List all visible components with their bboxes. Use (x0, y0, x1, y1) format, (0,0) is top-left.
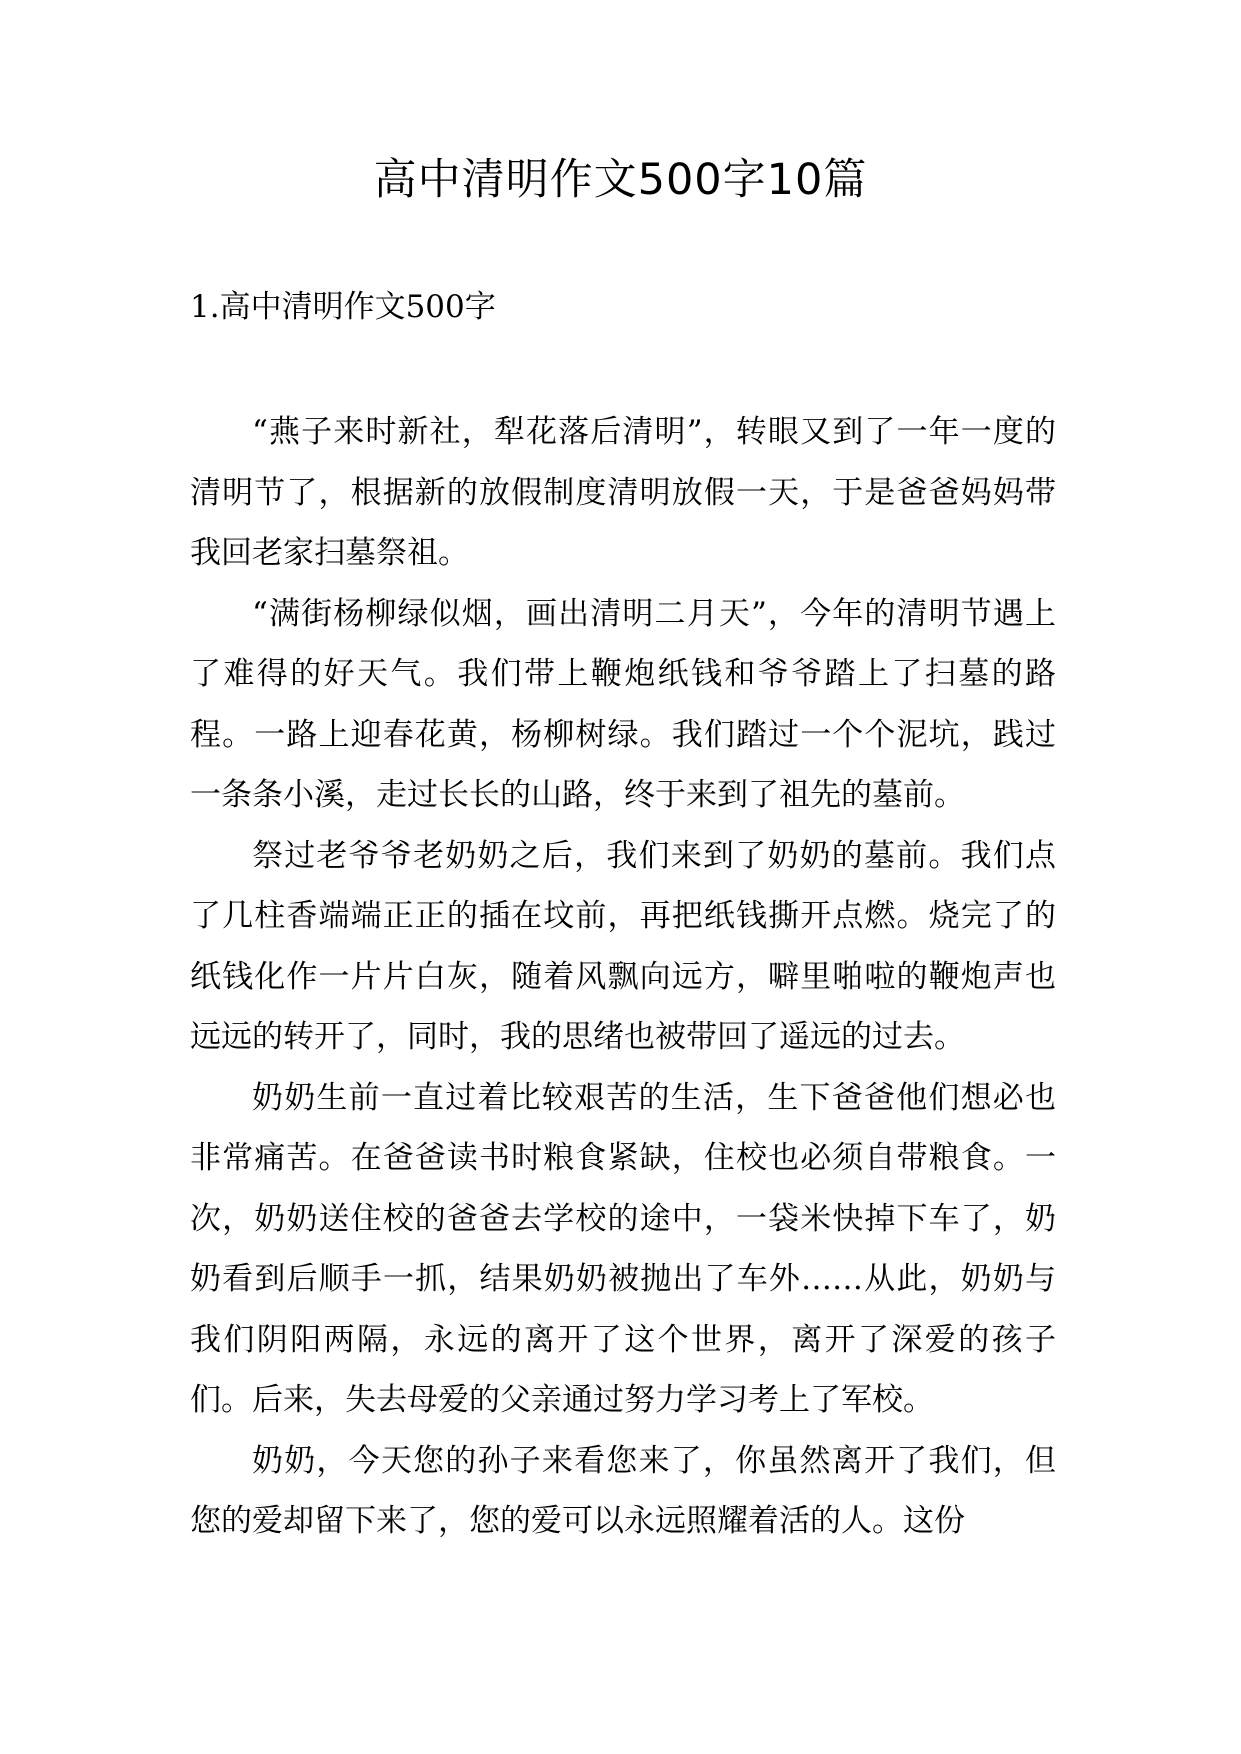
paragraph-1: “燕子来时新社，犁花落后清明”，转眼又到了一年一度的清明节了，根据新的放假制度清明放假一天，于是爸爸妈妈带我回老家扫墓祭祖。 (190, 414, 1056, 571)
paragraph-3: 祭过老爷爷老奶奶之后，我们来到了奶奶的墓前。我们点了几柱香端端正正的插在坟前，再把纸钱撕开点燃。烧完了的纸钱化作一片片白灰，随着风飘向远方，噼里啪啦的鞭炮声也远远的转开了，同时，我的思绪也被带回了遥远的过去。 (190, 837, 1056, 1055)
paragraph-4: 奶奶生前一直过着比较艰苦的生活，生下爸爸他们想必也非常痛苦。在爸爸读书时粮食紧缺，住校也必须自带粮食。一次，奶奶送住校的爸爸去学校的途中，一袋米快掉下车了，奶奶看到后顺手一抓，结果奶奶被抛出了车外……从此，奶奶与我们阴阳两隔，永远的离开了这个世界，离开了深爱的孩子们。后来，失去母爱的父亲通过努力学习考上了军校。 (190, 1079, 1056, 1418)
document-title: 高中清明作文500字10篇 (373, 155, 868, 205)
section-heading: 1.高中清明作文500字 (190, 289, 496, 325)
essay-body (190, 402, 1056, 1552)
paragraph-2: “满街杨柳绿似烟，画出清明二月天”，今年的清明节遇上了难得的好天气。我们带上鞭炮纸钱和爷爷踏上了扫墓的路程。一路上迎春花黄，杨柳树绿。我们踏过一个个泥坑，践过一条条小溪，走过长长的山路，终于来到了祖先的墓前。 (190, 595, 1056, 813)
paragraph-5: 奶奶，今天您的孙子来看您来了，你虽然离开了我们，但您的爱却留下来了，您的爱可以永远照耀着活的人。这份 (190, 1442, 1056, 1539)
